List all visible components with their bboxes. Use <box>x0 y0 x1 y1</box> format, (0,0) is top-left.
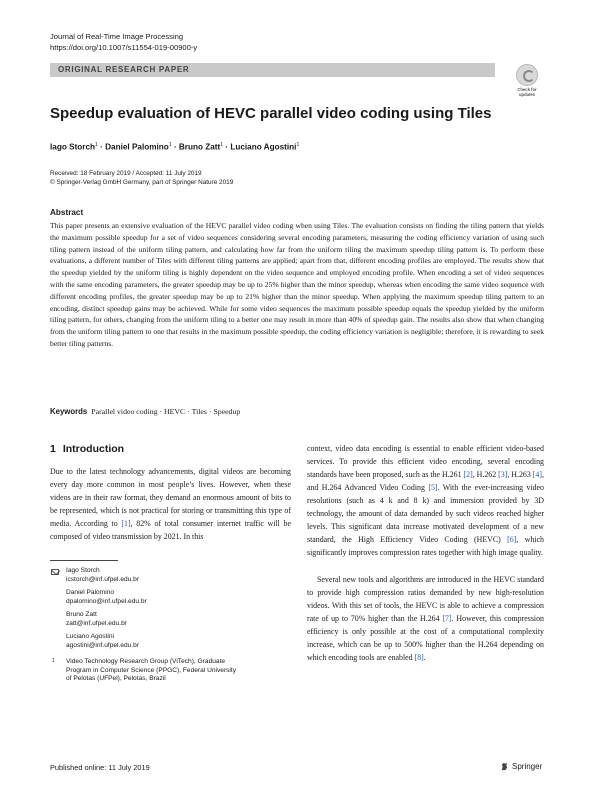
article-type-banner: ORIGINAL RESEARCH PAPER <box>50 63 495 77</box>
section-heading-introduction <box>50 443 124 455</box>
published-date: Published online: 11 July 2019 <box>50 763 150 772</box>
publisher-logo <box>500 762 542 771</box>
author-name[interactable]: Iago Storch <box>50 142 96 152</box>
contact-name: Daniel Palomino <box>66 589 115 596</box>
paper-title: Speedup evaluation of HEVC parallel video coding using Tiles <box>50 105 492 122</box>
doi-link[interactable]: https://doi.org/10.1007/s11554-019-00900-y <box>50 43 198 52</box>
body-text-right-column-paragraph: Several new tools and algorithms are introduced in the HEVC standard to provide high compression ratios demanded by new high-resolution videos. With this set of tools, the HEVC is able to achieve a compression rate of up to 70% higher than the H.264 [7]. However, this compression efficiency is only possible at the cost of a computational complexity increase, which can be up to 500% higher than the H.264 depending on which encoding tools are enabled [8]. <box>307 575 544 663</box>
contact-email[interactable]: agostini@inf.ufpel.edu.br <box>66 641 140 649</box>
author-name[interactable]: Daniel Palomino <box>105 142 169 152</box>
affiliation-footnote <box>66 658 291 684</box>
author-name[interactable]: Luciano Agostini <box>230 142 297 152</box>
received-dates: Received: 18 February 2019 / Accepted: 11 July 2019 <box>50 170 202 177</box>
check-for-updates-icon <box>516 64 538 86</box>
publisher-name: Springer <box>512 762 543 771</box>
citation-link[interactable]: [2] <box>463 470 473 480</box>
journal-name: Journal of Real-Time Image Processing <box>50 32 184 41</box>
contact-entry <box>66 567 291 584</box>
author-affiliation: 1 <box>220 142 224 148</box>
check-for-updates-badge[interactable] <box>512 64 542 100</box>
affiliation-line: Program in Computer Science (PPGC), Federal University <box>66 666 237 674</box>
contact-name: Luciano Agostini <box>66 633 115 640</box>
copyright-line: © Springer-Verlag GmbH Germany, part of Springer Nature 2019 <box>50 179 234 186</box>
contact-entry <box>66 633 291 650</box>
contact-email[interactable]: dpalomino@inf.ufpel.edu.br <box>66 597 147 605</box>
keywords-list: Parallel video coding · HEVC · Tiles · Speedup <box>91 407 241 416</box>
mail-icon <box>51 569 59 575</box>
citation-link[interactable]: [3] <box>498 470 508 480</box>
author-affiliation: 1 <box>168 142 172 148</box>
body-text-left-column: Due to the latest technology advancements, digital videos are becoming every day more common in most people’s lives. However, when these videos are in their raw format, they demand an enormous amount of bits to be represented, which is not practical for storing or transmitting this type of media. According to [1], 82% of total consumer internet traffic will be composed of video transmission by 2021. In this <box>50 467 291 542</box>
citation-link[interactable]: [7] <box>442 614 452 624</box>
abstract-text: This paper presents an extensive evaluation of the HEVC parallel video coding when using Tiles. The evaluation consists on finding the tiling pattern that yields the maximum possible speedup for a set of video sequences considering several encoding parameters, measuring the coding efficiency variation of using such tiling pattern instead of the uniform tiling pattern, and calculating how far from the uniform tiling the maximum speedup tiling pattern is. To perform these evaluations, a different number of Tiles with different tiling patterns are applied; apart from that, different encoding profiles are employed. The results show that the speedup yielded by the uniform tiling is highly dependent on the video sequence and employed encoding profile. When encoding a set of video sequences with the same encoding parameters, the greater speedup may be up to 25% higher than the minor speedup, whereas when encoding the same video sequence with different encoding profiles, the greater speedup may be up to 21% higher than the minor speedup. When applying the maximum speedup tiling pattern to an encoding, distinct speedup gains may be achieved. While for some video sequences the maximum possible speedup equals the speedup yielded by the uniform tiling pattern, for others, changing from the uniform tiling to a better one may result in more than 40% of speedup gain. The results also show that when changing from the uniform tiling pattern to one that results in the maximum possible speedup, the coding efficiency variation is negligible; therefore, it is rewarding to seek better tiling patterns. <box>50 221 544 348</box>
author-affiliation: 1 <box>296 142 300 148</box>
author-separator: · <box>223 142 231 152</box>
contact-name: Bruno Zatt <box>66 611 97 618</box>
keywords-label: Keywords <box>50 407 88 416</box>
author-list <box>50 140 299 153</box>
body-text-right-column: context, video data encoding is essential to enable efficient video-based services. To provide this efficient video encoding, several encoding standards have been proposed, such as the H.261 [2], H.262 [3], H.263 [4], and H.264 Advanced Video Coding [5]. With the ever-increasing video resolutions (such as 4 k and 8 k) and immersion provided by 3D technology, the amount of data demanded by such videos reached higher levels. This significant data increase motivated development of a new standard, the High Efficiency Video Coding (HEVC) [6], which significantly improves compression rates together with high image quality. <box>307 444 545 558</box>
springer-horse-icon <box>500 762 509 771</box>
affiliation-line: Video Technology Research Group (ViTech), Graduate <box>66 658 226 665</box>
contact-email[interactable]: icstorch@inf.ufpel.edu.br <box>66 575 140 583</box>
citation-link[interactable]: [1] <box>121 519 131 529</box>
contact-name: Iago Storch <box>66 567 100 574</box>
author-separator: · <box>97 142 106 152</box>
section-number: 1 <box>50 443 56 455</box>
section-title: Introduction <box>62 443 125 455</box>
contact-entry <box>66 611 291 628</box>
author-name[interactable]: Bruno Zatt <box>178 142 221 152</box>
contact-entry <box>66 589 291 606</box>
footnote-divider <box>50 560 118 561</box>
citation-link[interactable]: [8] <box>414 653 424 663</box>
author-separator: · <box>171 142 179 152</box>
citation-link[interactable]: [5] <box>428 483 438 493</box>
keywords <box>50 406 240 417</box>
check-for-updates-label: Check for updates <box>517 87 537 97</box>
contact-email[interactable]: zatt@inf.ufpel.edu.br <box>66 619 127 627</box>
citation-link[interactable]: [6] <box>507 535 517 545</box>
affiliation-mark: 1 <box>52 658 55 664</box>
citation-link[interactable]: [4] <box>532 470 542 480</box>
author-affiliation: 1 <box>95 142 98 148</box>
affiliation-line: of Pelotas (UFPel), Pelotas, Brazil <box>66 675 166 683</box>
abstract-heading: Abstract <box>50 208 84 217</box>
